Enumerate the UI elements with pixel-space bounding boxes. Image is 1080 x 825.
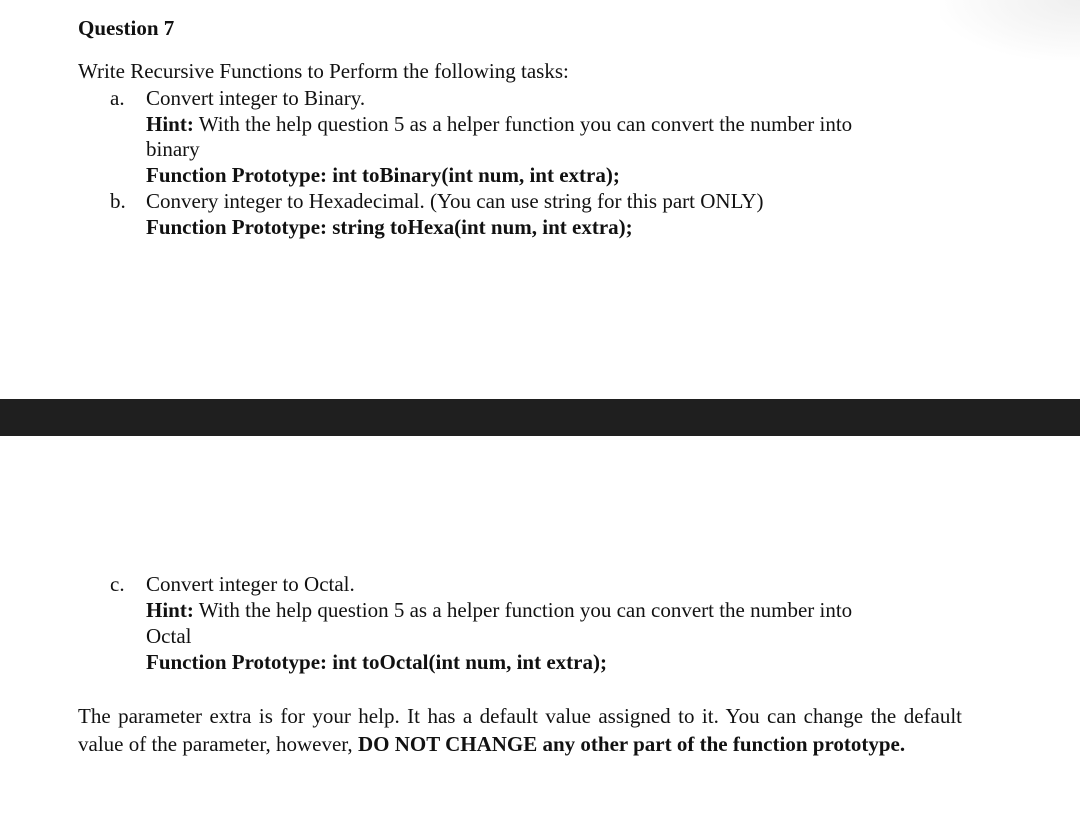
page-top-section [0,0,1080,399]
item-a-hint-continued: binary [146,137,200,161]
item-b-marker: b. [110,189,126,213]
item-c-hint-label: Hint: [146,598,194,622]
item-a-hint [146,112,852,136]
item-a-marker: a. [110,86,125,110]
item-a-hint-label: Hint: [146,112,194,136]
question-intro: Write Recursive Functions to Perform the following tasks: [78,59,569,83]
item-b-text: Convery integer to Hexadecimal. (You can use string for this part ONLY) [146,189,764,213]
question-title: Question 7 [78,16,175,40]
item-c-hint-text: With the help question 5 as a helper function you can convert the number into [193,598,853,622]
note-paragraph [78,702,962,758]
corner-shadow [940,0,1080,60]
item-c-prototype: Function Prototype: int toOctal(int num, int extra); [146,650,607,674]
item-a-hint-text: With the help question 5 as a helper function you can convert the number into [193,112,853,136]
item-c-text: Convert integer to Octal. [146,572,355,596]
item-b-prototype: Function Prototype: string toHexa(int num, int extra); [146,215,633,239]
item-a-text: Convert integer to Binary. [146,86,366,110]
page-gap-band [0,399,1080,436]
item-c-hint [146,598,852,622]
item-a-prototype: Function Prototype: int toBinary(int num, int extra); [146,163,620,187]
item-c-marker: c. [110,572,125,596]
item-c-hint-continued: Octal [146,624,192,648]
page-bottom-section [0,436,1080,825]
note-emphasis: DO NOT CHANGE any other part of the function prototype. [357,732,906,756]
note-text: The parameter extra is for your help. It has a default value assigned to it. You can change the default value of the parameter, however, [78,704,962,756]
